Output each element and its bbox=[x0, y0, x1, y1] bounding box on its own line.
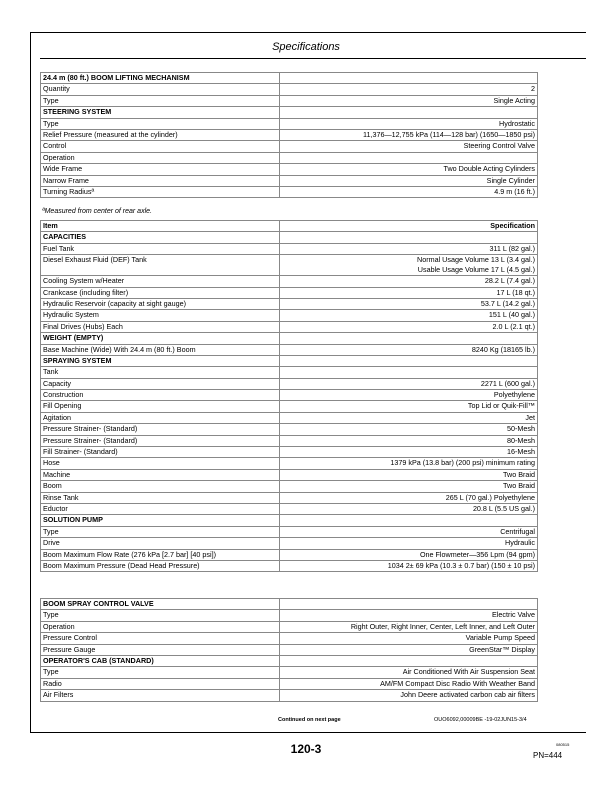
spec-value: Single Cylinder bbox=[279, 175, 537, 186]
spec-value: 20.8 L (5.5 US gal.) bbox=[279, 503, 537, 514]
table-row bbox=[41, 378, 538, 389]
table-row bbox=[41, 549, 538, 560]
table-row bbox=[41, 141, 538, 152]
spec-value bbox=[279, 232, 537, 243]
spec-label: Radio bbox=[41, 678, 280, 689]
table-row bbox=[41, 243, 538, 254]
spec-value: Variable Pump Speed bbox=[279, 633, 537, 644]
spec-value: Two Braid bbox=[279, 481, 537, 492]
spec-value: 151 L (40 gal.) bbox=[279, 310, 537, 321]
spec-value bbox=[279, 152, 537, 163]
spec-value: Polyethylene bbox=[279, 390, 537, 401]
table-row bbox=[41, 95, 538, 106]
spec-value bbox=[279, 367, 537, 378]
spec-value: AM/FM Compact Disc Radio With Weather Band bbox=[279, 678, 537, 689]
spec-label: Control bbox=[41, 141, 280, 152]
section-header-row bbox=[41, 355, 538, 366]
table-row bbox=[41, 667, 538, 678]
spec-label: CAPACITIES bbox=[41, 232, 280, 243]
spec-value bbox=[279, 333, 537, 344]
spec-label: Quantity bbox=[41, 84, 280, 95]
spec-label: Narrow Frame bbox=[41, 175, 280, 186]
table-row bbox=[41, 481, 538, 492]
spec-label: Type bbox=[41, 667, 280, 678]
spec-value: 28.2 L (7.4 gal.) bbox=[279, 276, 537, 287]
table-row bbox=[41, 164, 538, 175]
table-row bbox=[41, 390, 538, 401]
spec-value: 4.9 m (16 ft.) bbox=[279, 186, 537, 197]
table-row bbox=[41, 175, 538, 186]
spec-value: 2271 L (600 gal.) bbox=[279, 378, 537, 389]
spec-value bbox=[279, 655, 537, 666]
spec-label: Diesel Exhaust Fluid (DEF) Tank bbox=[41, 255, 280, 276]
page-title: Specifications bbox=[272, 41, 340, 53]
section-header-row bbox=[41, 232, 538, 243]
table-row bbox=[41, 118, 538, 129]
spec-table-boom-steering bbox=[40, 72, 538, 198]
spec-label: Type bbox=[41, 610, 280, 621]
spec-label: Operation bbox=[41, 152, 280, 163]
pn-number: PN=444 bbox=[533, 751, 563, 760]
table-row bbox=[41, 255, 538, 276]
spec-value: Electric Valve bbox=[279, 610, 537, 621]
spec-label: Cooling System w/Heater bbox=[41, 276, 280, 287]
spec-label: Pressure Strainer- (Standard) bbox=[41, 435, 280, 446]
table-row bbox=[41, 633, 538, 644]
spec-value: Right Outer, Right Inner, Center, Left Inner, and Left Outer bbox=[279, 621, 537, 632]
table-row bbox=[41, 526, 538, 537]
table-row bbox=[41, 412, 538, 423]
table-row bbox=[41, 458, 538, 469]
spec-label: Boom bbox=[41, 481, 280, 492]
spec-label: Pressure Gauge bbox=[41, 644, 280, 655]
continued-note: Continued on next page bbox=[278, 717, 341, 723]
spec-label: Operation bbox=[41, 621, 280, 632]
table-row bbox=[41, 621, 538, 632]
spec-label: Fill Opening bbox=[41, 401, 280, 412]
spec-label: SOLUTION PUMP bbox=[41, 515, 280, 526]
spec-label: Drive bbox=[41, 538, 280, 549]
section-header-row bbox=[41, 599, 538, 610]
table-row bbox=[41, 424, 538, 435]
spec-value: 8240 Kg (18165 lb.) bbox=[279, 344, 537, 355]
spec-value-line: Usable Usage Volume 17 L (4.5 gal.) bbox=[417, 265, 535, 275]
spec-label: Type bbox=[41, 118, 280, 129]
document-code: OUO6092,00009BE -19-02JUN15-3/4 bbox=[434, 717, 527, 723]
section-header-row bbox=[41, 73, 538, 84]
table-row bbox=[41, 435, 538, 446]
spec-value bbox=[279, 255, 537, 276]
spec-label: Hydraulic System bbox=[41, 310, 280, 321]
table-row bbox=[41, 344, 538, 355]
table-row bbox=[41, 367, 538, 378]
spec-value bbox=[279, 355, 537, 366]
spec-label: Relief Pressure (measured at the cylinder) bbox=[41, 129, 280, 140]
spec-value: Hydrostatic bbox=[279, 118, 537, 129]
spec-label: Tank bbox=[41, 367, 280, 378]
spec-label: Final Drives (Hubs) Each bbox=[41, 321, 280, 332]
spec-label: Pressure Strainer- (Standard) bbox=[41, 424, 280, 435]
spec-value: 16-Mesh bbox=[279, 447, 537, 458]
spec-value: One Flowmeter—356 Lpm (94 gpm) bbox=[279, 549, 537, 560]
spec-label: Agitation bbox=[41, 412, 280, 423]
spec-label: Pressure Control bbox=[41, 633, 280, 644]
spec-table-capacities-spraying bbox=[40, 220, 538, 572]
spec-label: Turning Radiusª bbox=[41, 186, 280, 197]
spec-value: John Deere activated carbon cab air filters bbox=[279, 690, 537, 701]
frame-line bbox=[30, 32, 586, 33]
spec-label: Fill Strainer- (Standard) bbox=[41, 447, 280, 458]
spec-label: Wide Frame bbox=[41, 164, 280, 175]
spec-label: Base Machine (Wide) With 24.4 m (80 ft.) Boom bbox=[41, 344, 280, 355]
section-header-row bbox=[41, 107, 538, 118]
table-row bbox=[41, 690, 538, 701]
spec-value: Jet bbox=[279, 412, 537, 423]
spec-value: Centrifugal bbox=[279, 526, 537, 537]
spec-label: Boom Maximum Pressure (Dead Head Pressure) bbox=[41, 560, 280, 571]
table-row bbox=[41, 276, 538, 287]
spec-value: 80-Mesh bbox=[279, 435, 537, 446]
spec-value: 17 L (18 qt.) bbox=[279, 287, 537, 298]
spec-label: Crankcase (including filter) bbox=[41, 287, 280, 298]
table-row bbox=[41, 610, 538, 621]
table-row bbox=[41, 129, 538, 140]
spec-table-valve-cab bbox=[40, 598, 538, 702]
spec-label: Hose bbox=[41, 458, 280, 469]
table-row bbox=[41, 84, 538, 95]
spec-value: 2.0 L (2.1 qt.) bbox=[279, 321, 537, 332]
table-row bbox=[41, 310, 538, 321]
table-row bbox=[41, 538, 538, 549]
spec-value: 311 L (82 gal.) bbox=[279, 243, 537, 254]
divider bbox=[40, 58, 586, 59]
spec-value-line: Normal Usage Volume 13 L (3.4 gal.) bbox=[417, 255, 535, 265]
spec-value: Two Double Acting Cylinders bbox=[279, 164, 537, 175]
spec-label: Construction bbox=[41, 390, 280, 401]
spec-label: Fuel Tank bbox=[41, 243, 280, 254]
table-row bbox=[41, 298, 538, 309]
section-header-row bbox=[41, 655, 538, 666]
table-row bbox=[41, 152, 538, 163]
table-row bbox=[41, 678, 538, 689]
spec-label: Hydraulic Reservoir (capacity at sight gauge) bbox=[41, 298, 280, 309]
spec-value: GreenStar™ Display bbox=[279, 644, 537, 655]
spec-value: Air Conditioned With Air Suspension Seat bbox=[279, 667, 537, 678]
table-row bbox=[41, 503, 538, 514]
spec-label: Eductor bbox=[41, 503, 280, 514]
table-row bbox=[41, 560, 538, 571]
table-row bbox=[41, 492, 538, 503]
spec-value: Two Braid bbox=[279, 469, 537, 480]
spec-label: STEERING SYSTEM bbox=[41, 107, 280, 118]
section-header-row bbox=[41, 515, 538, 526]
spec-value bbox=[279, 73, 537, 84]
table-row bbox=[41, 287, 538, 298]
frame-line bbox=[30, 32, 31, 732]
spec-label: Type bbox=[41, 95, 280, 106]
table-row bbox=[41, 644, 538, 655]
spec-value: Single Acting bbox=[279, 95, 537, 106]
spec-label: Rinse Tank bbox=[41, 492, 280, 503]
spec-label: 24.4 m (80 ft.) BOOM LIFTING MECHANISM bbox=[41, 73, 280, 84]
spec-value: 2 bbox=[279, 84, 537, 95]
spec-value bbox=[279, 515, 537, 526]
spec-value: Top Lid or Quik-Fill™ bbox=[279, 401, 537, 412]
spec-label: Air Filters bbox=[41, 690, 280, 701]
spec-value: 11,376—12,755 kPa (114—128 bar) (1650—1850 psi) bbox=[279, 129, 537, 140]
table-row bbox=[41, 447, 538, 458]
spec-value: 1379 kPa (13.8 bar) (200 psi) minimum rating bbox=[279, 458, 537, 469]
date-code: 080515 bbox=[556, 742, 570, 747]
spec-label: OPERATOR'S CAB (STANDARD) bbox=[41, 655, 280, 666]
spec-label: Type bbox=[41, 526, 280, 537]
table-row bbox=[41, 469, 538, 480]
page-number: 120-3 bbox=[290, 742, 322, 756]
frame-line bbox=[30, 732, 586, 733]
spec-value: 265 L (70 gal.) Polyethylene bbox=[279, 492, 537, 503]
footnote: ªMeasured from center of rear axle. bbox=[42, 208, 152, 215]
spec-label: Capacity bbox=[41, 378, 280, 389]
table-row bbox=[41, 321, 538, 332]
section-header-row bbox=[41, 221, 538, 232]
spec-value: Specification bbox=[279, 221, 537, 232]
section-header-row bbox=[41, 333, 538, 344]
spec-value: Steering Control Valve bbox=[279, 141, 537, 152]
spec-label: SPRAYING SYSTEM bbox=[41, 355, 280, 366]
spec-label: Boom Maximum Flow Rate (276 kPa [2.7 bar] [40 psi]) bbox=[41, 549, 280, 560]
spec-value: 1034 2± 69 kPa (10.3 ± 0.7 bar) (150 ± 10 psi) bbox=[279, 560, 537, 571]
spec-label: Machine bbox=[41, 469, 280, 480]
spec-value: Hydraulic bbox=[279, 538, 537, 549]
table-row bbox=[41, 186, 538, 197]
spec-label: WEIGHT (EMPTY) bbox=[41, 333, 280, 344]
spec-value bbox=[279, 107, 537, 118]
spec-value bbox=[279, 599, 537, 610]
table-row bbox=[41, 401, 538, 412]
spec-label: Item bbox=[41, 221, 280, 232]
spec-value: 50-Mesh bbox=[279, 424, 537, 435]
spec-value: 53.7 L (14.2 gal.) bbox=[279, 298, 537, 309]
spec-label: BOOM SPRAY CONTROL VALVE bbox=[41, 599, 280, 610]
